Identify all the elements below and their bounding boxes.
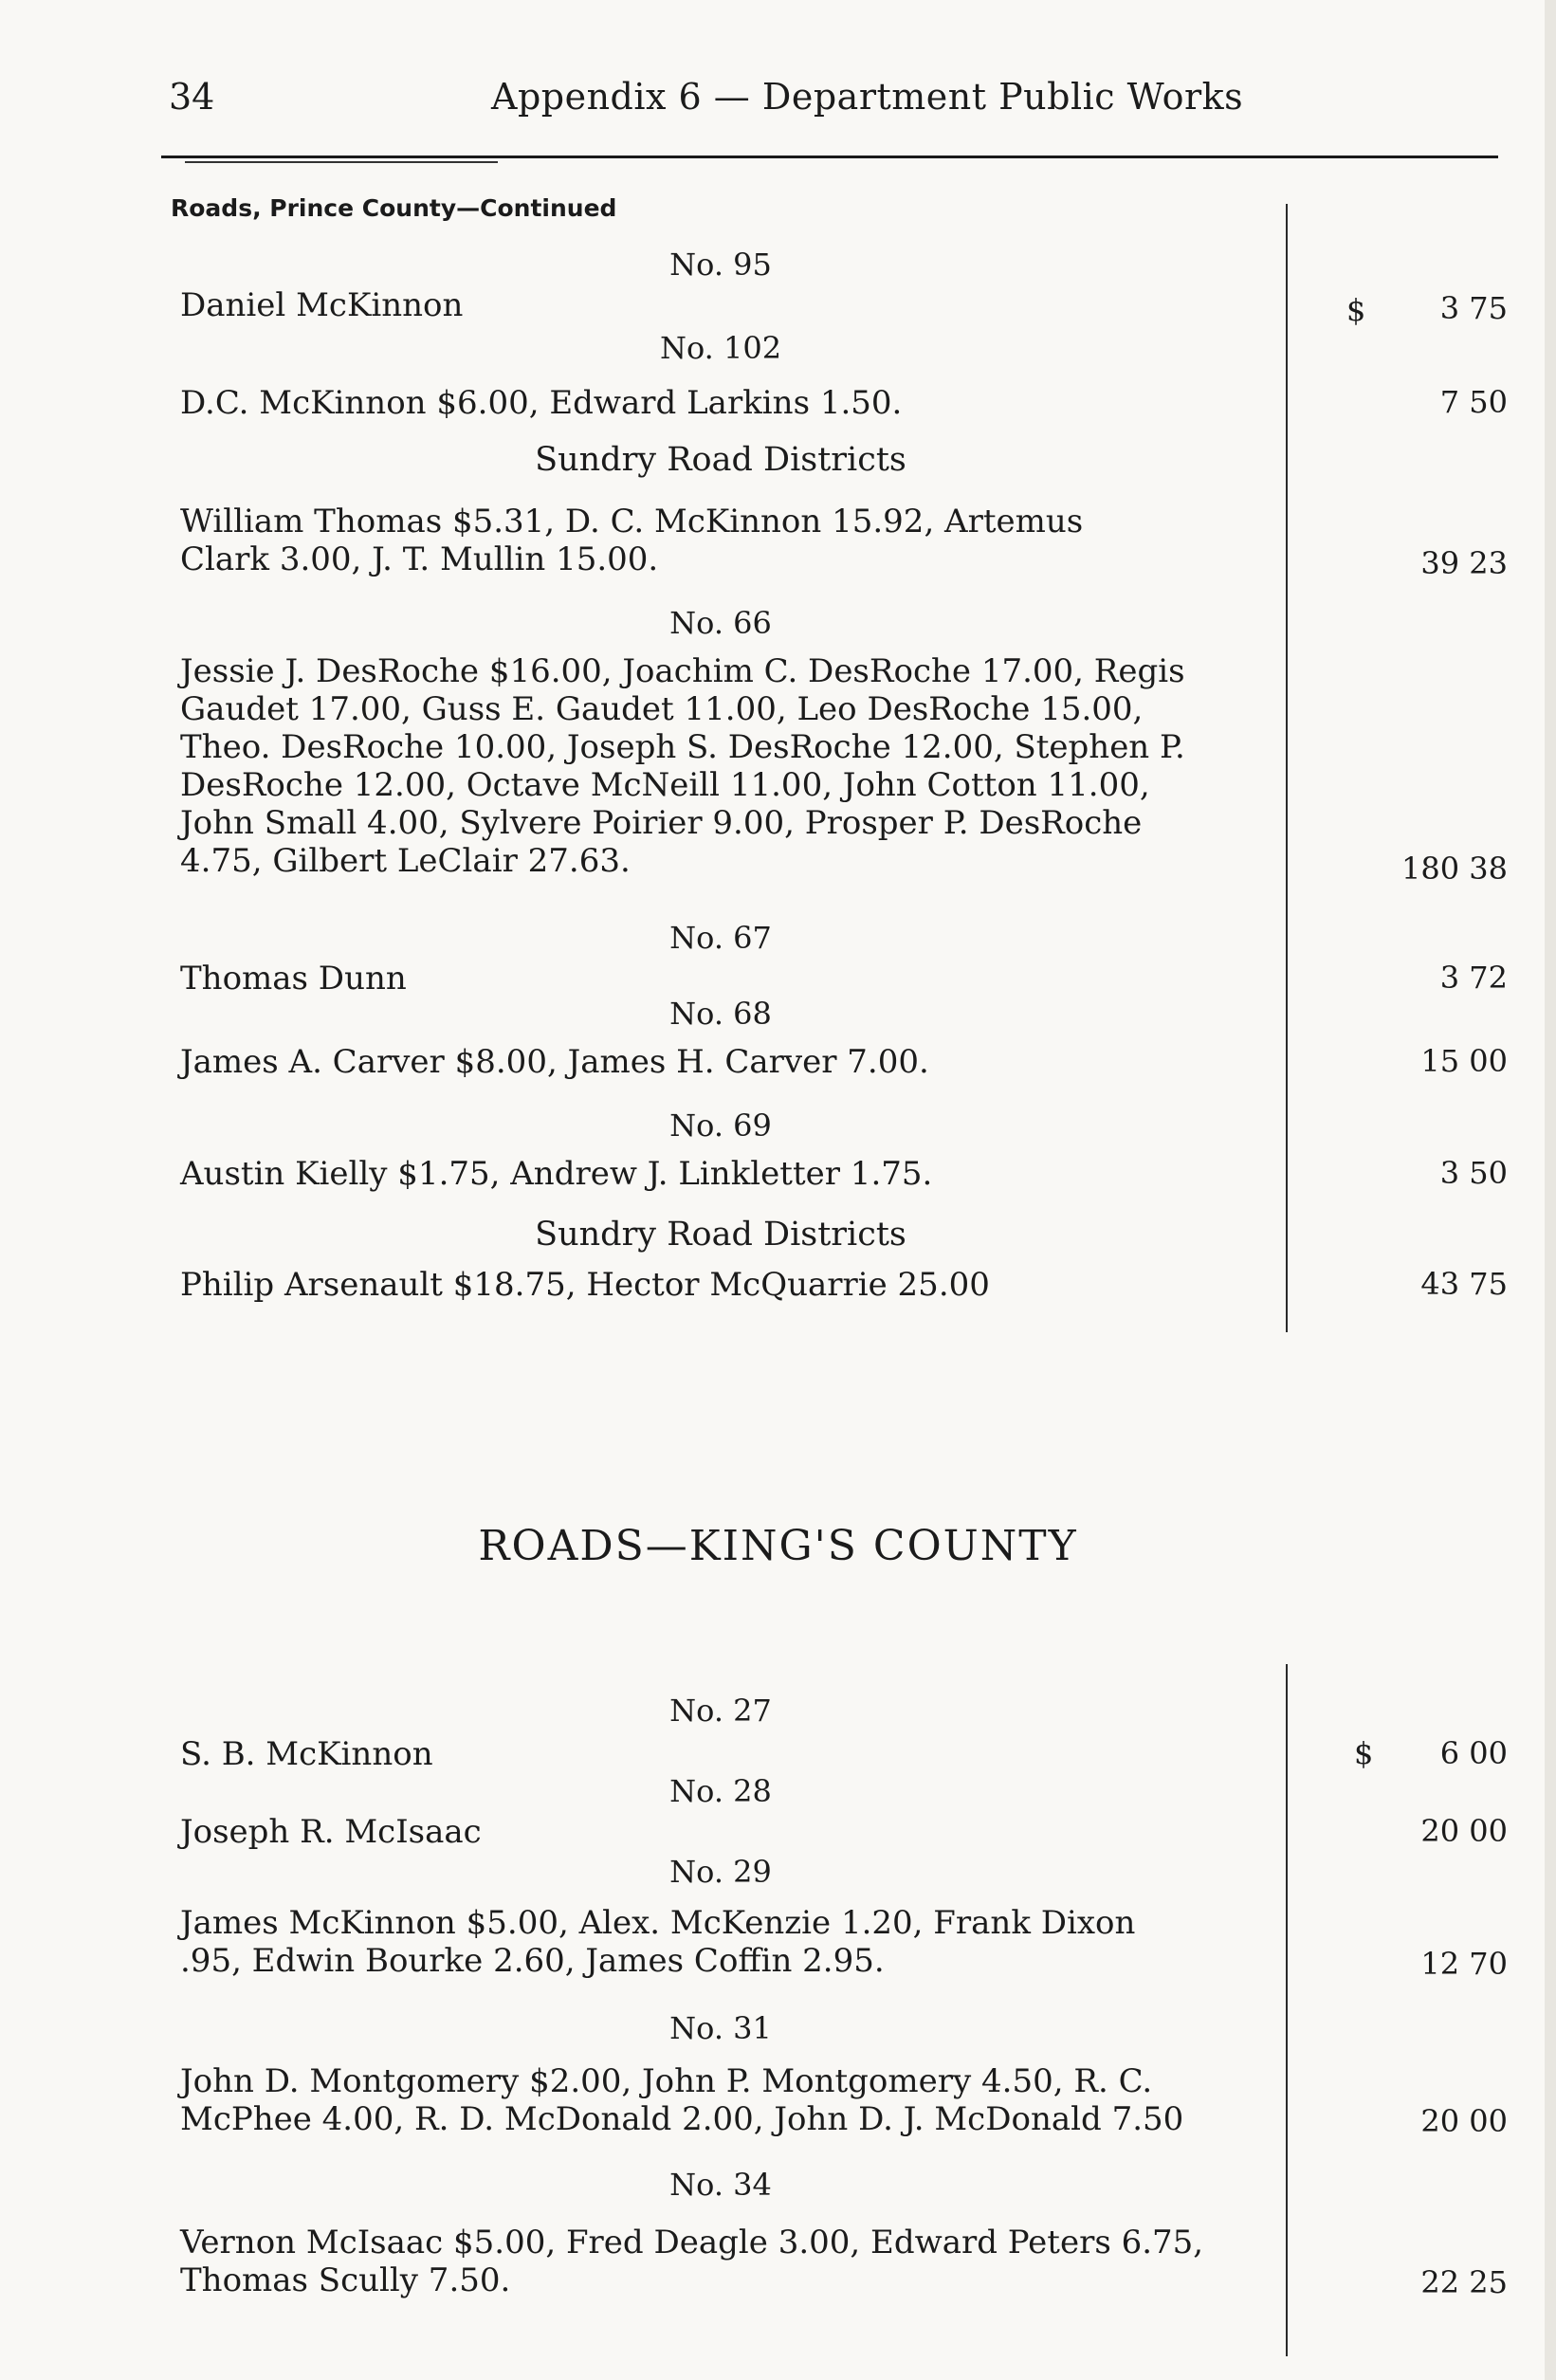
ledger-entry: Vernon McIsaac $5.00, Fred Deagle 3.00, Edward Peters 6.75, Thomas Scully 7.50. xyxy=(180,2224,1204,2299)
amount-column-divider xyxy=(1286,1664,1288,2356)
entry-amount: 3 75 xyxy=(1439,290,1508,326)
district-heading: No. 28 xyxy=(669,1773,772,1809)
running-title: Appendix 6 — Department Public Works xyxy=(491,76,1244,118)
district-heading: No. 27 xyxy=(669,1693,772,1729)
dollar-sign: $ xyxy=(1346,292,1366,328)
section-label: Roads, Prince County—Continued xyxy=(171,194,617,222)
entry-amount: 12 70 xyxy=(1420,1946,1508,1982)
district-heading: Sundry Road Districts xyxy=(535,1216,906,1254)
entry-amount: 22 25 xyxy=(1420,2264,1508,2300)
district-heading: No. 67 xyxy=(669,920,772,956)
ledger-entry: John D. Montgomery $2.00, John P. Montgomery 4.50, R. C. McPhee 4.00, R. D. McDonald 2.00, John D. J. McDonald 7.50 xyxy=(180,2062,1184,2138)
entry-amount: 7 50 xyxy=(1439,384,1508,420)
header-rule-short xyxy=(185,161,498,163)
district-heading: No. 69 xyxy=(669,1108,772,1144)
ledger-entry: Daniel McKinnon xyxy=(180,286,464,324)
ledger-entry: William Thomas $5.31, D. C. McKinnon 15.92, Artemus Clark 3.00, J. T. Mullin 15.00. xyxy=(180,503,1084,578)
district-heading: No. 95 xyxy=(669,247,772,283)
ledger-entry: James A. Carver $8.00, James H. Carver 7.00. xyxy=(180,1043,929,1081)
entry-amount: 3 50 xyxy=(1439,1155,1508,1191)
amount-column-divider xyxy=(1286,204,1288,1332)
entry-amount: 6 00 xyxy=(1439,1735,1508,1771)
entry-amount: 43 75 xyxy=(1420,1266,1508,1302)
entry-amount: 15 00 xyxy=(1420,1043,1508,1079)
page-header xyxy=(169,76,1496,123)
ledger-entry: Joseph R. McIsaac xyxy=(180,1813,482,1851)
district-heading: No. 102 xyxy=(659,330,782,366)
entry-amount: 3 72 xyxy=(1439,960,1508,996)
ledger-entry: Philip Arsenault $18.75, Hector McQuarrie 25.00 xyxy=(180,1266,990,1304)
entry-amount: 20 00 xyxy=(1420,2103,1508,2139)
ledger-entry: James McKinnon $5.00, Alex. McKenzie 1.20, Frank Dixon .95, Edwin Bourke 2.60, James Coffin 2.95. xyxy=(180,1904,1136,1980)
entry-amount: 39 23 xyxy=(1420,545,1508,581)
entry-amount: 180 38 xyxy=(1401,851,1508,887)
ledger-entry: Austin Kielly $1.75, Andrew J. Linkletter 1.75. xyxy=(180,1155,933,1193)
county-heading: ROADS—KING'S COUNTY xyxy=(478,1522,1078,1570)
entry-amount: 20 00 xyxy=(1420,1813,1508,1849)
ledger-entry: Thomas Dunn xyxy=(180,960,407,998)
header-rule xyxy=(161,156,1498,158)
district-heading: No. 66 xyxy=(669,605,772,641)
district-heading: Sundry Road Districts xyxy=(535,441,906,479)
district-heading: No. 31 xyxy=(669,2010,772,2046)
page-number: 34 xyxy=(169,76,215,118)
district-heading: No. 29 xyxy=(669,1854,772,1890)
ledger-entry: D.C. McKinnon $6.00, Edward Larkins 1.50. xyxy=(180,384,903,422)
page-edge-shadow xyxy=(1545,0,1556,2380)
ledger-entry: Jessie J. DesRoche $16.00, Joachim C. DesRoche 17.00, Regis Gaudet 17.00, Guss E. Gaudet 11.00, Leo DesRoche 15.00, Theo. DesRoche 10.00, Joseph S. DesRoche 12.00, Stephen P. DesRoche 12.00, Octave McNeill 11.00, John Cotton 11.00, John Small 4.00, Sylvere Poirier 9.00, Prosper P. DesRoche 4.75, Gilbert LeClair 27.63. xyxy=(180,652,1185,880)
ledger-entry: S. B. McKinnon xyxy=(180,1735,433,1773)
district-heading: No. 68 xyxy=(669,996,772,1032)
dollar-sign: $ xyxy=(1354,1735,1374,1771)
district-heading: No. 34 xyxy=(669,2167,772,2203)
